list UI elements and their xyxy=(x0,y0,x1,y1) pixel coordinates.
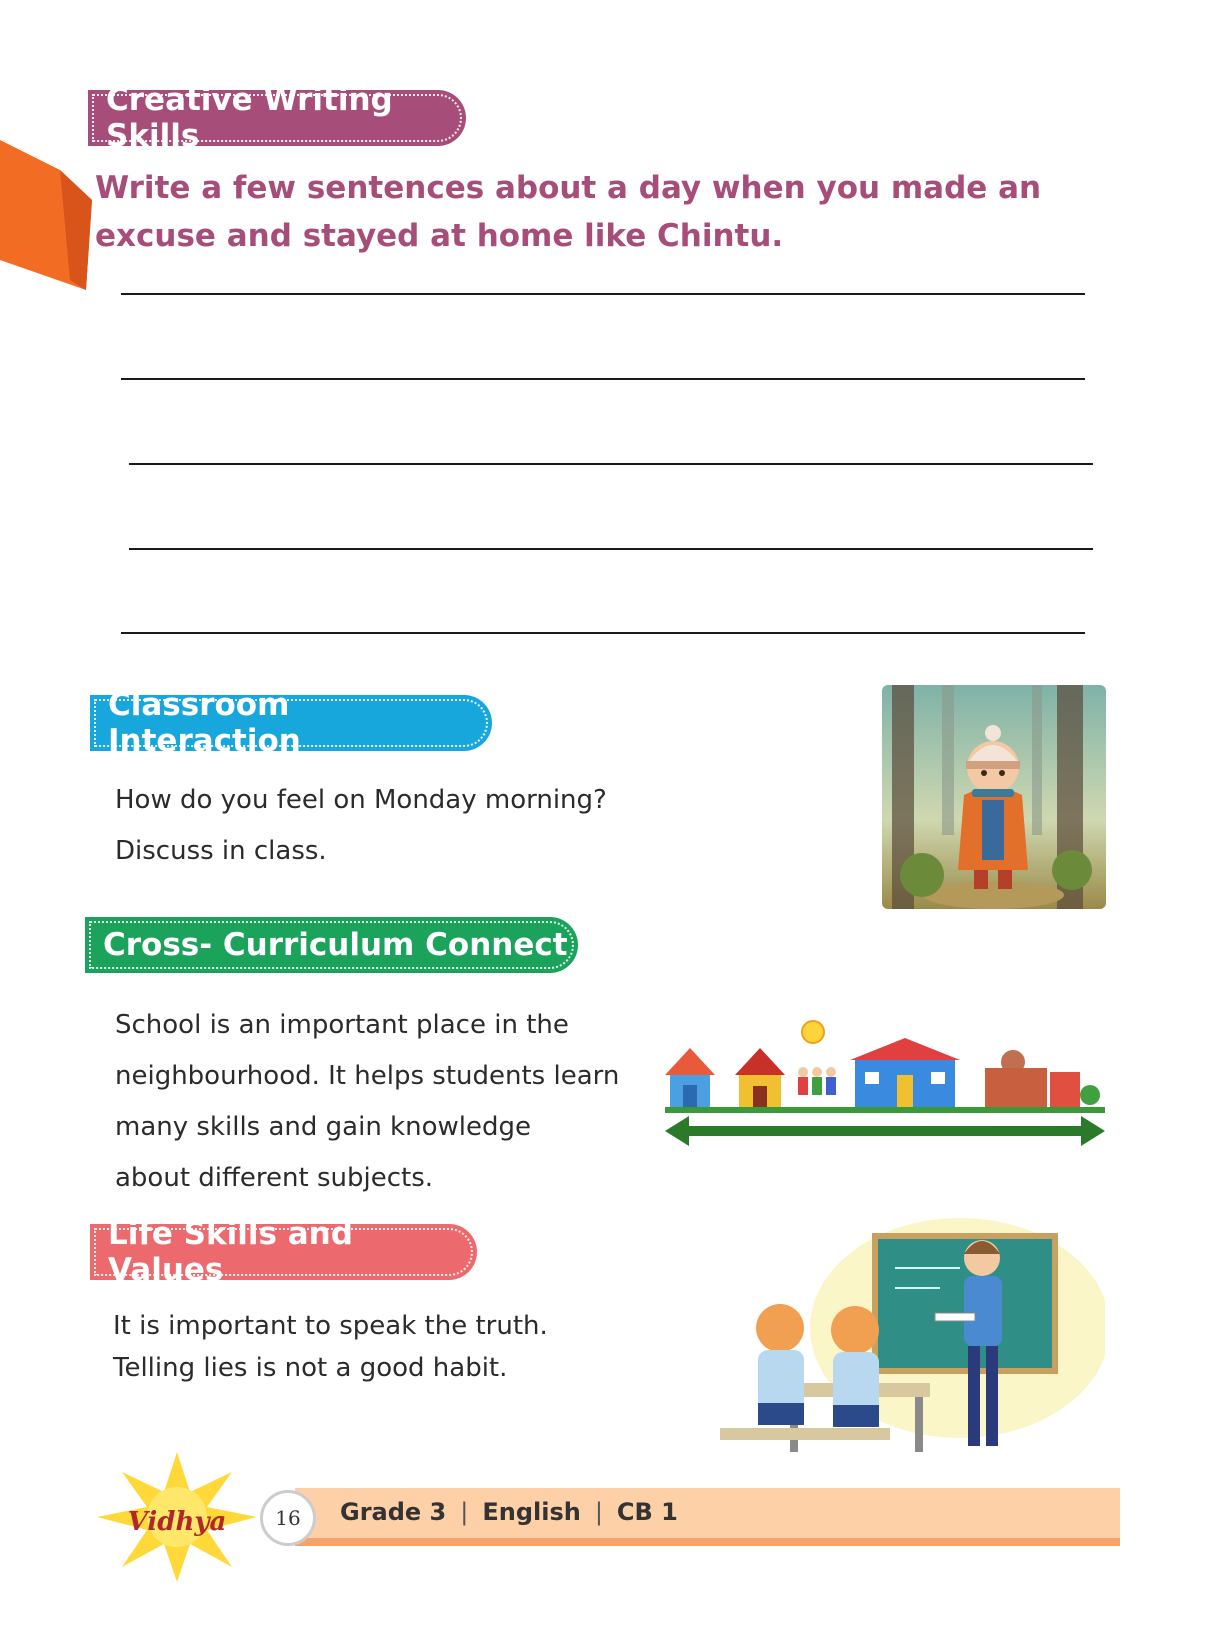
text-line: Discuss in class. xyxy=(115,836,327,866)
text-line: Telling lies is not a good habit. xyxy=(113,1353,508,1383)
footer-book-info xyxy=(340,1498,678,1526)
footer-grade: Grade 3 xyxy=(340,1498,447,1526)
writing-line[interactable] xyxy=(121,293,1085,295)
life-skills-text xyxy=(113,1305,673,1389)
text-line: about different subjects. xyxy=(115,1163,434,1193)
life-skills-heading: Life Skills and Values xyxy=(90,1224,477,1280)
cross-curriculum-heading: Cross- Curriculum Connect xyxy=(85,917,578,973)
footer-separator: | xyxy=(594,1498,603,1526)
page-footer xyxy=(255,1488,1120,1546)
writing-line[interactable] xyxy=(121,378,1085,380)
footer-subject: English xyxy=(482,1498,581,1526)
writing-line[interactable] xyxy=(121,632,1085,634)
text-line: neighbourhood. It helps students learn xyxy=(115,1061,620,1091)
neighbourhood-schools-illustration xyxy=(665,1020,1105,1150)
vidhya-logo xyxy=(92,1452,262,1582)
logo-text: Vidhya xyxy=(127,1507,227,1537)
classroom-interaction-heading: Classroom Interaction xyxy=(90,695,492,751)
writing-line[interactable] xyxy=(129,463,1093,465)
text-line: many skills and gain knowledge xyxy=(115,1112,531,1142)
teacher-classroom-illustration xyxy=(720,1218,1105,1478)
page-number: 16 xyxy=(260,1490,316,1546)
footer-separator: | xyxy=(460,1498,469,1526)
cross-curriculum-text xyxy=(115,1000,655,1204)
child-in-forest-illustration xyxy=(882,685,1106,909)
creative-writing-prompt: Write a few sentences about a day when you made an excuse and stayed at home like Chintu. xyxy=(95,170,1042,254)
text-line: It is important to speak the truth. xyxy=(113,1311,548,1341)
orange-page-tab xyxy=(0,140,92,290)
text-line: How do you feel on Monday morning? xyxy=(115,785,607,815)
text-line: School is an important place in the xyxy=(115,1010,569,1040)
classroom-interaction-text xyxy=(115,775,675,877)
footer-book: CB 1 xyxy=(616,1498,678,1526)
writing-line[interactable] xyxy=(129,548,1093,550)
creative-writing-heading: Creative Writing Skills xyxy=(88,90,466,146)
